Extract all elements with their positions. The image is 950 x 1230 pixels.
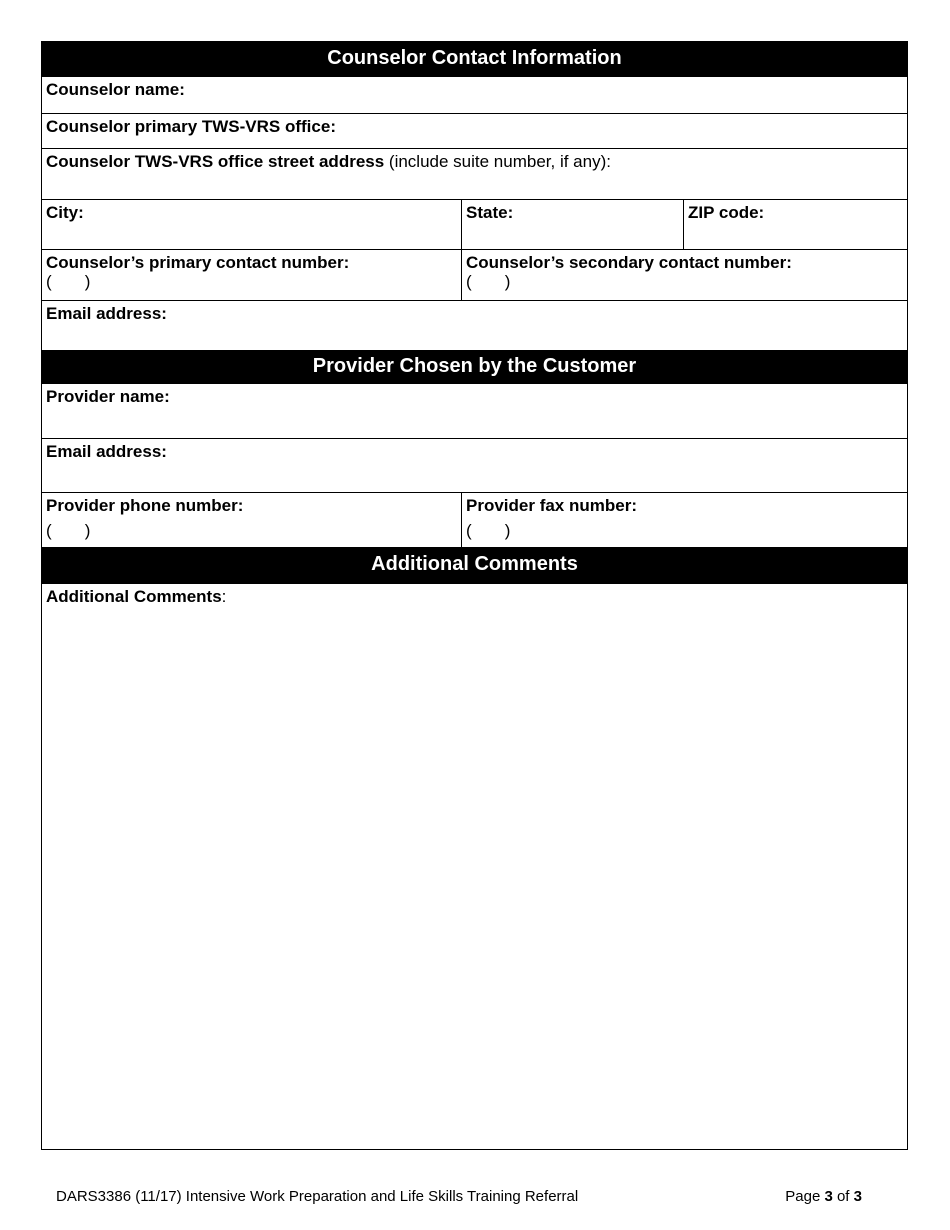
counselor-email-row bbox=[42, 300, 907, 350]
page-total: 3 bbox=[853, 1188, 862, 1205]
footer-page-number bbox=[785, 1188, 862, 1205]
provider-phone-value: ( ) bbox=[46, 521, 91, 540]
counselor-address-note: (include suite number, if any): bbox=[384, 152, 611, 171]
comments-field[interactable] bbox=[42, 584, 907, 1149]
provider-fax-value: ( ) bbox=[466, 521, 511, 540]
counselor-secondary-phone-label: Counselor’s secondary contact number: bbox=[466, 253, 792, 272]
provider-phone-row bbox=[42, 492, 907, 547]
provider-name-label: Provider name: bbox=[46, 387, 170, 406]
counselor-email-field[interactable] bbox=[42, 301, 907, 350]
counselor-address-field[interactable] bbox=[42, 149, 907, 199]
counselor-primary-phone-label: Counselor’s primary contact number: bbox=[46, 253, 350, 272]
provider-email-row bbox=[42, 438, 907, 492]
comments-row bbox=[42, 584, 907, 1149]
city-field[interactable] bbox=[42, 200, 461, 249]
counselor-secondary-phone-value: ( ) bbox=[466, 272, 511, 291]
provider-fax-field[interactable] bbox=[461, 493, 907, 547]
comments-label-suffix: : bbox=[221, 587, 227, 606]
counselor-name-row bbox=[42, 77, 907, 113]
provider-email-field[interactable] bbox=[42, 439, 907, 492]
provider-name-row bbox=[42, 384, 907, 438]
zip-label: ZIP code: bbox=[688, 203, 765, 222]
zip-field[interactable] bbox=[683, 200, 907, 249]
counselor-section-header: Counselor Contact Information bbox=[42, 42, 907, 77]
provider-section-header: Provider Chosen by the Customer bbox=[42, 350, 907, 384]
page-current: 3 bbox=[824, 1188, 833, 1205]
counselor-primary-phone-value: ( ) bbox=[46, 272, 91, 291]
provider-fax-label: Provider fax number: bbox=[466, 496, 637, 515]
counselor-primary-phone-field[interactable] bbox=[42, 250, 461, 300]
counselor-address-label: Counselor TWS-VRS office street address bbox=[46, 152, 385, 171]
counselor-office-field[interactable] bbox=[42, 114, 907, 148]
counselor-office-row bbox=[42, 113, 907, 148]
referral-form bbox=[41, 41, 908, 1150]
provider-name-field[interactable] bbox=[42, 384, 907, 438]
provider-phone-field[interactable] bbox=[42, 493, 461, 547]
city-label: City: bbox=[46, 203, 84, 222]
state-label: State: bbox=[466, 203, 514, 222]
provider-phone-label: Provider phone number: bbox=[46, 496, 244, 515]
page-of: of bbox=[832, 1188, 854, 1205]
comments-label: Additional Comments bbox=[46, 587, 222, 606]
counselor-name-label: Counselor name: bbox=[46, 80, 185, 99]
page-prefix: Page bbox=[785, 1188, 825, 1205]
footer-form-id: DARS3386 (11/17) Intensive Work Preparation and Life Skills Training Referral bbox=[56, 1188, 579, 1205]
city-state-zip-row bbox=[42, 199, 907, 249]
counselor-name-field[interactable] bbox=[42, 77, 907, 113]
comments-section-header: Additional Comments bbox=[42, 547, 907, 584]
counselor-office-label: Counselor primary TWS-VRS office: bbox=[46, 117, 336, 136]
counselor-phone-row bbox=[42, 249, 907, 300]
counselor-address-row bbox=[42, 148, 907, 199]
counselor-email-label: Email address: bbox=[46, 304, 167, 323]
provider-email-label: Email address: bbox=[46, 442, 167, 461]
counselor-secondary-phone-field[interactable] bbox=[461, 250, 907, 300]
state-field[interactable] bbox=[461, 200, 683, 249]
